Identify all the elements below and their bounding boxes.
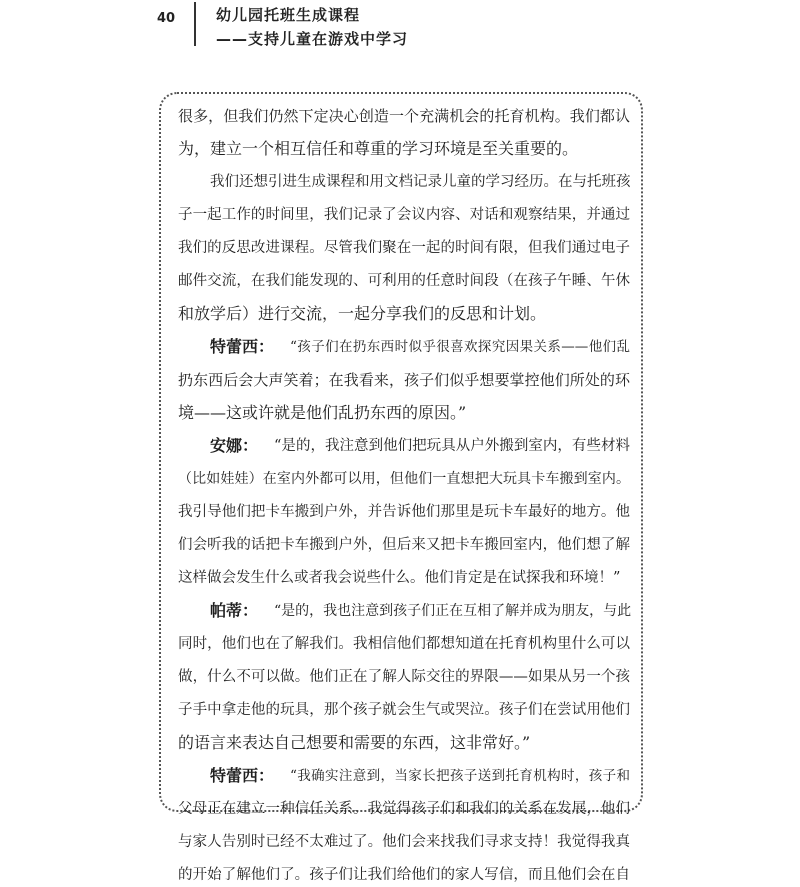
header-divider xyxy=(194,2,196,46)
text-line: “是的，我也注意到孩子们正在互相了解并成为朋友，与此 xyxy=(274,603,632,619)
speaker-name: 特蕾西： xyxy=(210,766,275,785)
text-line: （比如娃娃）在室内外都可以用，但他们一直想把大玩具卡车搬到室内。 xyxy=(178,471,630,487)
book-title: 幼儿园托班生成课程 xyxy=(216,6,361,24)
text-line: 子一起工作的时间里，我们记录了会议内容、对话和观察结果，并通过 xyxy=(178,207,630,223)
book-subtitle: ——支持儿童在游戏中学习 xyxy=(216,30,409,48)
text-line: 的开始了解他们了。孩子们让我们给他们的家人写信，而且他们会在自 xyxy=(178,867,630,883)
text-line: 同时，他们也在了解我们。我相信他们都想知道在托育机构里什么可以 xyxy=(178,636,630,652)
text-line: “是的，我注意到他们把玩具从户外搬到室内，有些材料 xyxy=(274,438,630,454)
text-line: “孩子们在扔东西时似乎很喜欢探究因果关系——他们乱 xyxy=(290,339,630,355)
text-line: 我引导他们把卡车搬到户外，并告诉他们那里是玩卡车最好的地方。他 xyxy=(178,504,630,520)
text-line: 与家人告别时已经不太难过了。他们会来找我们寻求支持！我觉得我真 xyxy=(178,834,630,850)
text-line: 邮件交流，在我们能发现的、可利用的任意时间段（在孩子午睡、午休 xyxy=(178,273,630,289)
text-line: 和放学后）进行交流，一起分享我们的反思和计划。 xyxy=(178,304,547,323)
speaker-name: 特蕾西： xyxy=(210,337,275,356)
text-line: 我们还想引进生成课程和用文档记录儿童的学习经历。在与托班孩 xyxy=(210,174,631,190)
text-line: 为，建立一个相互信任和尊重的学习环境是至关重要的。 xyxy=(178,139,579,158)
text-line: 我们的反思改进课程。尽管我们聚在一起的时间有限，但我们通过电子 xyxy=(178,240,630,256)
speaker-name: 安娜： xyxy=(210,436,259,455)
text-line: 境——这或许就是他们乱扔东西的原因。” xyxy=(178,403,467,422)
text-line: 父母正在建立一种信任关系。我觉得孩子们和我们的关系在发展，他们 xyxy=(178,801,630,817)
text-line: 这样做会发生什么或者我会说些什么。他们肯定是在试探我和环境！” xyxy=(178,570,621,586)
text-line: 很多，但我们仍然下定决心创造一个充满机会的托育机构。我们都认 xyxy=(178,107,630,125)
text-line: 子手中拿走他的玩具，那个孩子就会生气或哭泣。孩子们在尝试用他们 xyxy=(178,702,630,718)
text-line: “我确实注意到，当家长把孩子送到托育机构时，孩子和 xyxy=(290,768,630,784)
page-number: 40 xyxy=(157,11,176,26)
text-line: 的语言来表达自己想要和需要的东西，这非常好。” xyxy=(178,733,531,752)
speaker-name: 帕蒂： xyxy=(210,601,259,620)
text-line: 们会听我的话把卡车搬到户外，但后来又把卡车搬回室内，他们想了解 xyxy=(178,537,630,553)
text-line: 做，什么不可以做。他们正在了解人际交往的界限——如果从另一个孩 xyxy=(178,669,630,685)
text-line: 扔东西后会大声笑着；在我看来，孩子们似乎想要掌控他们所处的环 xyxy=(178,371,630,389)
